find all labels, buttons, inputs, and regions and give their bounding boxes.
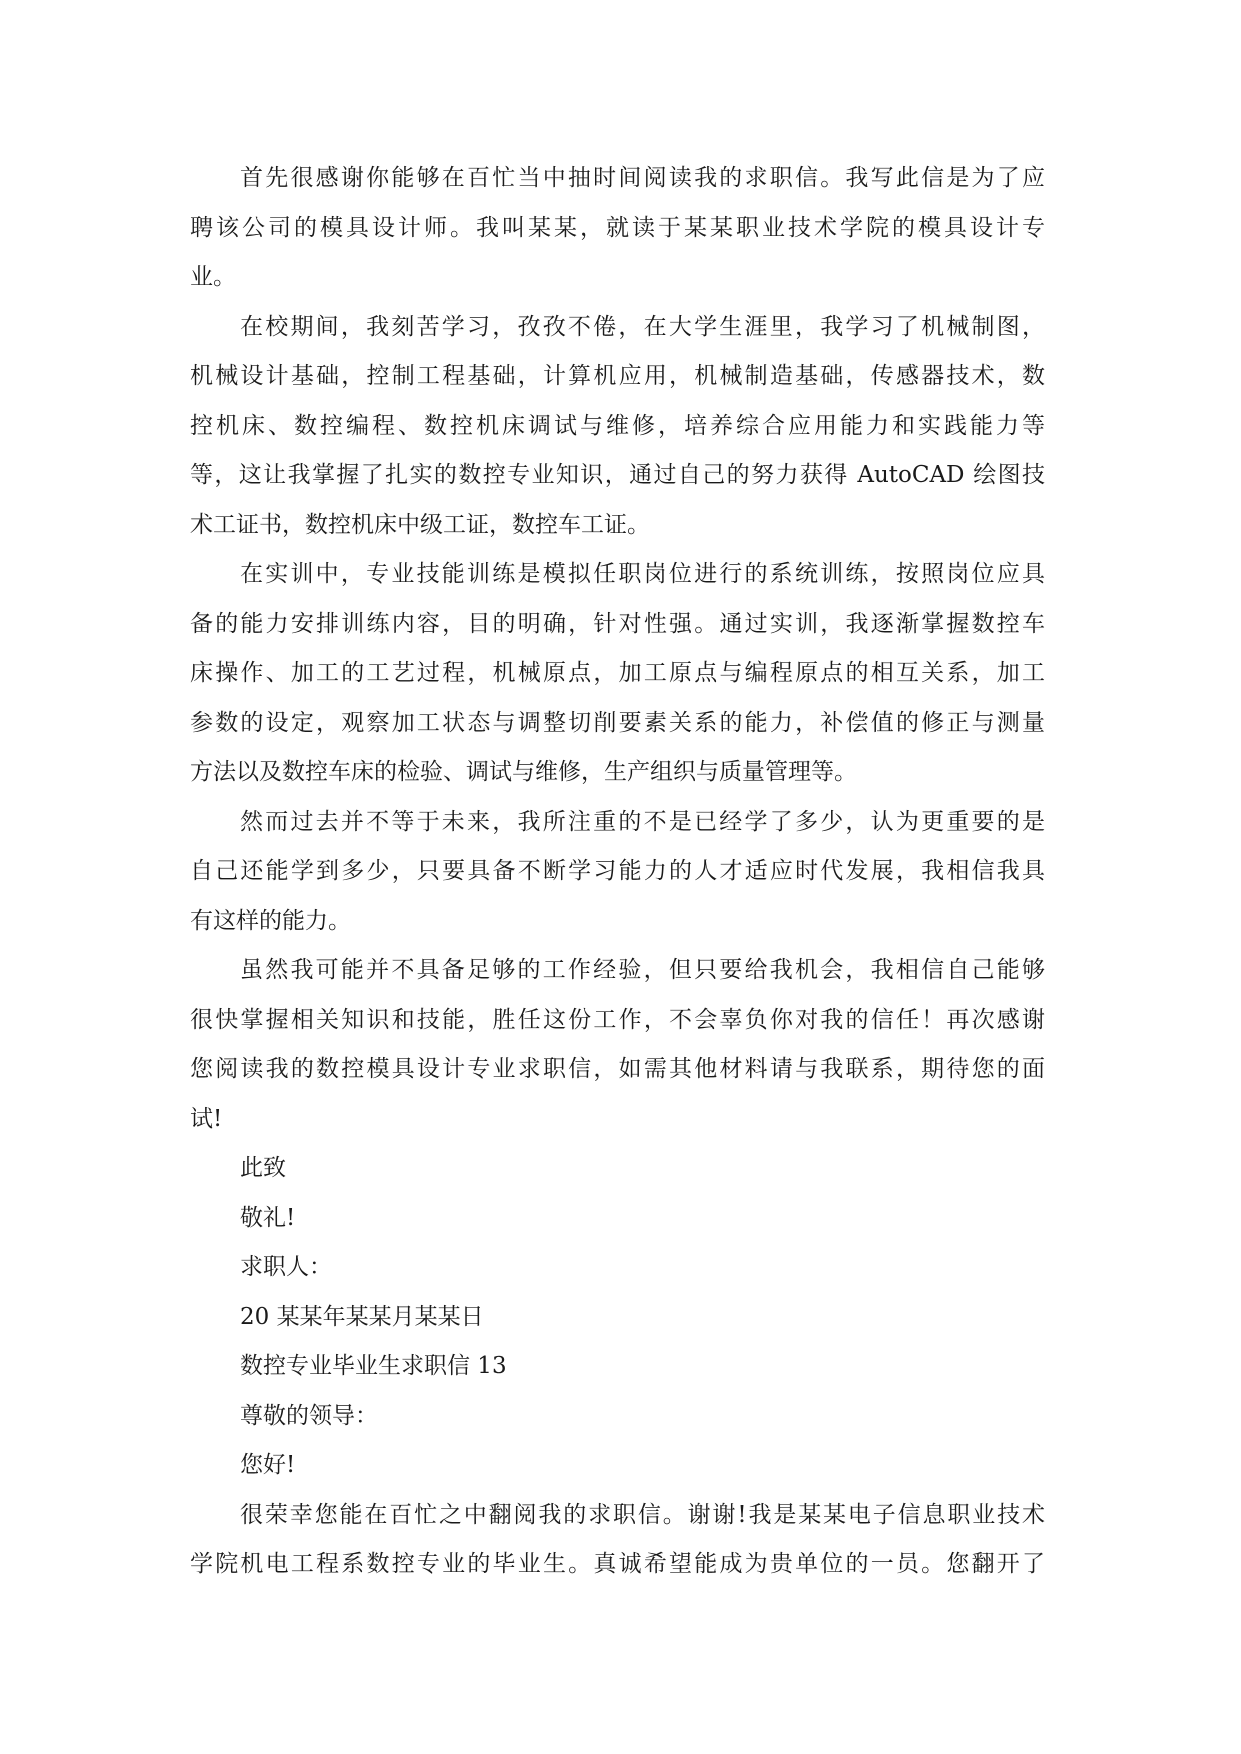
text-line: 有这样的能力。 — [190, 907, 351, 934]
text-line: 虽然我可能并不具备足够的工作经验，但只要给我机会，我相信自己能够 — [240, 957, 1045, 983]
closing-regards: 敬礼! — [240, 1204, 296, 1231]
letter-title: 数控专业毕业生求职信 13 — [240, 1353, 507, 1379]
text-line: 自己还能学到多少，只要具备不断学习能力的人才适应时代发展，我相信我具 — [190, 858, 1045, 884]
text-line: 然而过去并不等于未来，我所注重的不是已经学了多少，认为更重要的是 — [240, 808, 1045, 835]
text-line: 很荣幸您能在百忙之中翻阅我的求职信。谢谢!我是某某电子信息职业技术 — [240, 1501, 1045, 1528]
text-line: 控机床、数控编程、数控机床调试与维修，培养综合应用能力和实践能力等 — [190, 412, 1045, 439]
text-line: 聘该公司的模具设计师。我叫某某，就读于某某职业技术学院的模具设计专 — [190, 214, 1045, 241]
date-line: 20 某某年某某月某某日 — [240, 1303, 484, 1330]
text-line: 参数的设定，观察加工状态与调整切削要素关系的能力，补偿值的修正与测量 — [190, 709, 1045, 736]
text-line: 等，这让我掌握了扎实的数控专业知识，通过自己的努力获得 AutoCAD 绘图技 — [190, 462, 1045, 488]
text-line: 试! — [190, 1105, 223, 1132]
text-line: 在校期间，我刻苦学习，孜孜不倦，在大学生涯里，我学习了机械制图， — [240, 313, 1045, 340]
text-line: 很快掌握相关知识和技能，胜任这份工作，不会辜负你对我的信任！再次感谢 — [190, 1006, 1045, 1033]
text-line: 术工证书，数控机床中级工证，数控车工证。 — [190, 511, 650, 538]
text-line: 首先很感谢你能够在百忙当中抽时间阅读我的求职信。我写此信是为了应 — [240, 165, 1045, 191]
text-line: 备的能力安排训练内容，目的明确，针对性强。通过实训，我逐渐掌握数控车 — [190, 610, 1045, 637]
text-line: 床操作、加工的工艺过程，机械原点，加工原点与编程原点的相互关系，加工 — [190, 660, 1045, 686]
text-line: 方法以及数控车床的检验、调试与维修，生产组织与质量管理等。 — [190, 759, 857, 785]
text-line: 学院机电工程系数控专业的毕业生。真诚希望能成为贵单位的一员。您翻开了 — [190, 1551, 1045, 1577]
signature-label: 求职人： — [240, 1254, 332, 1280]
greeting: 您好! — [240, 1452, 296, 1478]
greeting-recipient: 尊敬的领导： — [240, 1402, 378, 1429]
text-line: 机械设计基础，控制工程基础，计算机应用，机械制造基础，传感器技术，数 — [190, 363, 1045, 389]
closing-salutation: 此致 — [240, 1155, 286, 1181]
text-line: 您阅读我的数控模具设计专业求职信，如需其他材料请与我联系，期待您的面 — [190, 1056, 1045, 1082]
document-body — [190, 154, 1045, 1590]
text-line: 在实训中，专业技能训练是模拟任职岗位进行的系统训练，按照岗位应具 — [240, 561, 1045, 587]
text-line: 业。 — [190, 264, 236, 290]
